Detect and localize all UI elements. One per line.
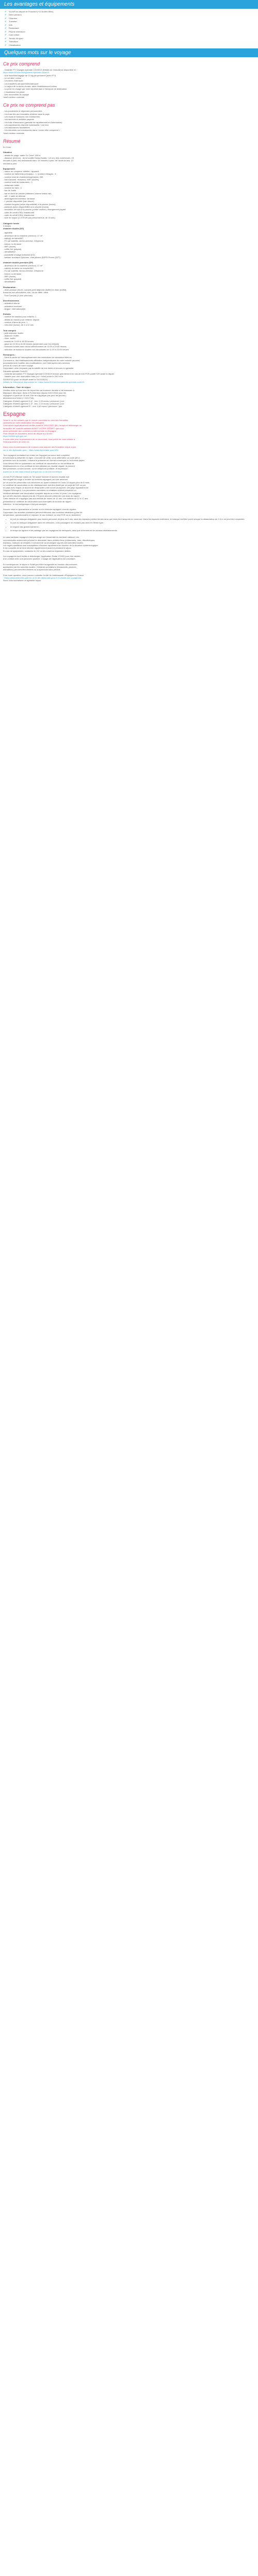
avantage-item	[5, 20, 255, 23]
text-line: - WiFi (inclus)	[3, 245, 16, 248]
text-line: - salle(s) de bains/WC	[3, 236, 24, 240]
text-line: - Garantie FTI Voyages spéciale COVID19 (Détails de l'assurance disponible ici :	[3, 69, 77, 72]
avantage-item	[5, 44, 255, 46]
text-line: l'espace Schengen). Les personnes vaccinées ou rétablies doivent présenter un	[3, 489, 76, 492]
text-line: Cependant, cela n'impacte pas la validité de vos droits et recours en garantie.	[3, 367, 74, 370]
text-line: Selon le ou les variants que le monde concrétise au sein des formalités	[3, 418, 69, 421]
text-line: - Une franchise bagage de 13 kg par personne (avec FTI)	[3, 74, 56, 77]
chambre2-lines	[3, 264, 255, 283]
avantage-label: Piscine extérieure	[9, 30, 25, 33]
avantage-label: Climatisation	[9, 43, 21, 46]
text-line: être présentés, à votre arrivée, sur le téléphone portable, et impression	[3, 467, 68, 470]
text-line: *sauf mention contraire	[3, 131, 25, 134]
remarques-lines	[3, 356, 255, 383]
text-line: - Les services et activités payants	[3, 118, 34, 121]
text-line: - bar en bord de piscine (attitudes comme snack bar)	[3, 192, 52, 195]
text-line: - Dans le cadre de l'assouplissement des restrictions de circulation liées au	[3, 356, 72, 359]
text-line: - Les éléments non mentionnés dans « notre offre comprend »	[3, 129, 60, 132]
enfants-title: Enfants	[3, 313, 11, 316]
text-line: Veuillez noter qu'une taxe de séjour liée au tourisme durable a été instaurée à	[3, 388, 74, 392]
check-icon: ✔	[5, 37, 7, 40]
check-icon: ✔	[5, 30, 7, 33]
check-icon: ✔	[5, 23, 7, 26]
text-line: Attention : le test antigénique n'est pas accepté.	[3, 502, 47, 505]
text-line: certificat attestant une vaccination complète depuis au moins 14 jours. Les voyageurs	[3, 492, 82, 495]
text-line: - nombre de bâtiments principaux : 1, nombre d'étages : 3	[3, 173, 56, 176]
enfants-lines	[3, 315, 255, 326]
check-icon: ✔	[5, 27, 7, 30]
text-line: - Garantie annulation FTI Voyages spéciale COVID19 incluse gratuitement en cas de test PCR positif 72H avant le départ.	[3, 372, 115, 376]
quelques-banner: Quelques mots sur le voyage	[0, 48, 258, 57]
text-line: - 1 piscine disponible (eau douce)	[3, 200, 34, 203]
text-line: A vous cible pour la possession de ce document, sous peine de vous refuser à	[3, 437, 75, 440]
text-line: - restaurant buffet	[3, 183, 20, 187]
text-line: - TV par satellite, sèche-cheveux, téléphone	[3, 240, 43, 243]
text-line: Garantie spéciale Covid19	[3, 369, 27, 372]
text-line: https://www.fti.fr/service/garantie-speciale-covid19	[3, 71, 49, 74]
text-line: température, questionnaire) et imposer, le cas échéant, un test PCR ou un isolement.	[3, 513, 81, 516]
text-line: - L'assistance sur place	[3, 90, 25, 93]
equip-lines	[3, 170, 255, 219]
avantage-label: Terrain de sport	[9, 37, 23, 40]
espagne-closing4	[3, 574, 255, 582]
noncomp-title: Ce prix ne comprend pas	[3, 103, 55, 108]
espagne-closing2	[3, 555, 255, 561]
remarques-title: Remarques :	[3, 353, 16, 356]
text-line: - possibilité d'usage individuel (EZ)	[3, 253, 35, 256]
espagne-bullet: • le port du masque obligatoire pour toutes personne de plus de 6 ans, dans les espaces publics fermés ainsi que dans les transports en commun. Dans les espaces extérieurs, le masque doit être porté lorsque la distanciation de 1,5 m ne peut être respectée.	[10, 518, 255, 520]
situation-title: Situation	[3, 151, 12, 154]
text-line: minutes à pied	[3, 162, 17, 165]
check-icon: ✔	[5, 43, 7, 46]
text-line: - Les frais d'assurance (garantie de rapatriement et d'annulation)	[3, 121, 62, 124]
check-icon: ✔	[5, 16, 7, 20]
text-line: Pour toute question, vous pouvez consulter le site de l'ambassade d'Espagne en France	[3, 573, 84, 577]
chambre-title: chambre double (DZ)	[3, 227, 24, 230]
info-lines	[3, 389, 255, 408]
text-line: - Les pourboires et dépenses personnelles	[3, 110, 42, 113]
text-line: *sauf mention contraire	[3, 96, 25, 99]
text-line: - climatisation	[3, 250, 16, 253]
text-line: En cas de symptômes, contactez le 112 ou les numéros régionaux dédiés.	[3, 549, 71, 552]
text-line: - dimension de la chambre (environ): 27 m²	[3, 264, 43, 267]
avantage-item	[5, 37, 255, 40]
text-line: - salle(s) de bains ou douche/WC	[3, 266, 34, 269]
text-line: - déjeuner: buffet	[3, 334, 19, 337]
avantages-banner: Les avantages et équipements	[0, 0, 258, 9]
text-line: - nombre de bassins pour enfants: 1	[3, 315, 37, 318]
text-line: Catégorie d'hôtel/Logement 1-2* : env. 1,10 euros / personne / jour	[3, 402, 64, 405]
text-line: - Les taxes d'aéroport	[3, 79, 23, 82]
avantage-item	[5, 17, 255, 20]
text-line: présentant un certificat de vaccination sont exemptés de la dose de rappel.	[3, 500, 72, 503]
avantage-label: Restaurant	[9, 27, 19, 30]
text-line: sur le site diplomatie.gouv : https://www.diplomatie.gouv.fr/fr/	[3, 448, 59, 451]
text-line: d'un contact avec une personne positive. L'usage de l'application est volontaire.	[3, 557, 76, 561]
text-line: - glace de 10:30 à 18:30 heures (seulement pour les enfants)	[3, 343, 59, 346]
noncomp-lines	[3, 110, 255, 134]
equip-title: Equipement	[3, 167, 15, 170]
text-line: - dîner: buffet	[3, 337, 15, 340]
text-line: Nous vous recommandons de toujours vous assurer des formalités requis à jour	[3, 446, 76, 449]
text-line: communautés autonomes peuvent le demander dans certains lieux (restaurants, bars, discothèques,	[3, 538, 95, 541]
text-line: Cependant, les autorités sanitaires peuvent effectuer des contrôles aléatoires (prise de	[3, 511, 83, 514]
text-line: - TV par satellite, sèche-cheveux, téléphone	[3, 269, 43, 273]
espagne-closing3	[3, 563, 255, 571]
check-icon: ✔	[5, 20, 7, 23]
text-line: hôpitaux, maisons de retraite). Il convient de se renseigner auprès des autorités locales.	[3, 541, 84, 544]
avantage-item	[5, 24, 255, 26]
text-line: - Le vol aller / retour	[3, 77, 22, 80]
text-line: Coronavirus, des établissements officielles indépendantes de notre volonté peuvent	[3, 359, 80, 362]
text-line: Pour remplir ce document, merci de cliquer sur ce lien :	[3, 432, 54, 435]
text-line: - nombre d'aires de jeux: 1	[3, 321, 28, 324]
text-line: - carte de crédit VISA, Mastercard	[3, 213, 35, 216]
text-line: https://WWW.spth.gob.es/	[3, 435, 27, 438]
avantage-item	[5, 40, 255, 43]
resto-lines	[3, 289, 255, 297]
text-line: - Valable pour une réservation faite (vol + hôtel) entre le 29/3 et le	[3, 375, 63, 378]
check-icon: ✔	[5, 40, 7, 43]
espagne-bullet: • le respect des gestes barrières ;	[10, 526, 255, 528]
text-line: - amenagement extérieur: terrasse	[3, 197, 35, 200]
text-line: Le certificat de vaccination ou de rétablissement doit être établi par un pays de l'UE ou par	[3, 483, 86, 486]
text-line: Les règles sanitaires sont susceptibles d'évoluer rapidement en fonction de la situation épidémiologique.	[3, 544, 99, 547]
text-line: - chaises longues (selon disponibilité) à la piscine (inclus)	[3, 202, 56, 206]
text-line: Catégorie d'hôtel/Logement 3-4* : env. 2,20 euros / personne / jour	[3, 399, 64, 402]
text-line: - carte de crédit VISA, Mastercard	[3, 211, 35, 214]
hotel-name: Ec Cene	[3, 146, 11, 149]
text-line: - dimension de la chambre (environ): 27 m²	[3, 234, 43, 237]
text-line: - coffre-fort (payant)	[3, 248, 22, 251]
text-line: - snacks de 10:00 à 18:30 heures	[3, 340, 34, 343]
text-line: - Les frais liés aux formalités d'entrée dans le pays	[3, 112, 50, 115]
text-line: - taxe de séjour (2,20 EUR par personne/nuit, de 16 ans)	[3, 216, 55, 219]
text-line: : https://www.exteriores.gob.es/ ou le site diplomatie.gouv.fr (Conseils aux voyageurs).	[3, 576, 82, 579]
text-line: - climatisation	[3, 280, 16, 283]
tc-lines	[3, 332, 255, 351]
text-line: Un test PCR effectué moins de 72h avant l'arrivée et dont le résultat doit	[3, 475, 69, 478]
text-line: ponctuellement modifier des modifications, voir l'interruption des services	[3, 361, 70, 364]
text-line: appliquées par les autorités locales. Certaines prestations (restaurants, piscines,	[3, 565, 77, 568]
text-line: - langue: international(e)	[3, 307, 26, 310]
espagne-accord	[3, 508, 255, 516]
text-line: - Tout Compris (5 (voir plus bas)	[3, 294, 33, 297]
text-line: directement à l'hôtel (+ 10% TVA).	[3, 397, 35, 400]
avantage-label: Wifi	[9, 23, 12, 26]
avantage-label: Vol A/R au départ de Francfort (+13 autres villes)	[9, 10, 54, 13]
divert-title: Divertissements	[3, 299, 19, 302]
espagne-closing	[3, 536, 255, 552]
resto-title: Restauration :	[3, 285, 17, 289]
espagne-bullets	[10, 518, 255, 532]
text-line: Aucune mise en quarantaine à l'entrée sur le territoire espagnol n'est en vigueur.	[3, 508, 77, 511]
text-line: - détails de plage: sable 'Ec Cene' 150 m	[3, 154, 41, 157]
text-line: En conséquence, le séjour à l'hôtel peut être réorganisé en fonction des mesures	[3, 563, 77, 566]
text-line: qui ont été vaccinés depuis plus de 270 jours devront présenter une dose de rappel.	[3, 495, 80, 498]
text-line: Catégorie d'hôtel/Logement 5* : env. 4,40 euros / personne / jour	[3, 405, 62, 408]
text-line: - welfare Isuchtard Optionen, côté piscine (DZP5 Promo (DZT)	[3, 256, 60, 259]
avantage-item	[5, 30, 255, 33]
avantage-label: Chambre	[9, 16, 18, 20]
text-line: l'embarquement de votre vol.	[3, 440, 30, 443]
espagne-bullet: • le port du masque obligatoire dans les véhicules, à les passagers ne résidant pas dans le même foyer ;	[10, 521, 255, 524]
text-line: - petit déjeuner: buffet	[3, 331, 23, 334]
text-line: présenter lors du contrôle, il faudra le présenter en format numérique ou en format papier,	[3, 459, 85, 462]
text-line: Tout voyageur souhaitant se rendre en Espagne par avion doit compléter	[3, 453, 70, 456]
situation-lines	[3, 154, 255, 165]
text-line: sanitaires sur votre destination est changées.	[3, 421, 45, 424]
text-line: - balcon ou terrasse	[3, 242, 22, 245]
text-line: - La prise en charge par notre représentant à l'aéroport de destination	[3, 88, 67, 91]
text-line: - nombre de bars : 2	[3, 186, 22, 189]
text-line: devez présenter aux contrôles à votre arrivée en Espagne.	[3, 429, 57, 432]
text-line: - Les assurances facultatives	[3, 126, 30, 129]
text-line: 31/05/2022 (pour un départ avant le 31/10/2022).	[3, 378, 49, 381]
text-line: Cette mesure ne s'applique pas aux enfants de moins de 12 ans. Les enfants de 12 à 17 ans	[3, 497, 88, 500]
text-line: minutes à pied, des restaurants bars: 15 minutes à pied, de l'arrêt de bus: 10	[3, 159, 73, 162]
text-line: Nous vous souhaitons un agréable séjour.	[3, 579, 42, 582]
resume-title: Résumé	[3, 139, 21, 144]
prix-lines	[3, 69, 255, 98]
text-line: - balcon ou terrasse	[3, 272, 22, 275]
text-line: - détails du bassin pour enfants: séparé	[3, 318, 40, 321]
text-line: - agréable	[3, 231, 13, 234]
avantage-item	[5, 13, 255, 16]
check-icon: ✔	[5, 13, 7, 16]
avantage-item	[5, 33, 255, 36]
cat-title: Catégorie locale	[3, 222, 19, 225]
prix-title: Ce prix comprend	[3, 61, 40, 67]
text-line: - wifi : 1 salle de détente	[3, 194, 26, 197]
tc-title: Tout compris	[3, 329, 17, 332]
text-line: - sélection de boissons locales non-alcoolisées de 11:00 à 23:00 heures	[3, 348, 69, 351]
espagne-title: Espagne	[3, 411, 26, 417]
divert-lines	[3, 302, 255, 310]
text-line: - coffre-fort (payant)	[3, 278, 22, 281]
text-line: le formulaire à présenter en ligne. A la suite de cette, vous obtiendrez un code QR à	[3, 456, 80, 460]
text-line: Vous devez impérativement vérifier avant le 20/01/2022 (8h), remplir et télécharger un	[3, 424, 82, 427]
text-line: - demi-pension (Nu 8), compris petit déjeuner (buffet) et dîner (buffet),	[3, 289, 67, 292]
espagne-intro	[3, 419, 255, 444]
text-line: - parasols (selon disponibilité) à la piscine (inclus)	[3, 206, 49, 209]
avantage-label: Demi-pension	[9, 13, 22, 16]
text-line: - nature du complexe hôtelier : appareil	[3, 170, 39, 173]
espagne-para	[3, 454, 255, 473]
text-line: rétablissement ou d'un certificat de test attestant un résultat négatif. Ils doivent	[3, 465, 75, 468]
text-line: prévus au cours de votre voyage.	[3, 364, 34, 367]
cat-value: 3 étoiles	[3, 224, 11, 227]
text-line: - mini-club (inclus), de 4 à 12 ans	[3, 324, 34, 327]
text-line: - hall d'accueil, réception, WIFI (Accès)	[3, 178, 39, 181]
text-line: - nombre total de restaurants : 1	[3, 181, 33, 184]
avantage-label: Club enfant	[9, 33, 20, 37]
text-line: être négatif est exigé à l'entrée du territoire espagnol par voie aérienne	[3, 478, 68, 481]
text-line: Vous devrez être en possession du certificat de vaccination ou du certificat de	[3, 462, 74, 465]
text-line: - animation nocturne	[3, 304, 22, 308]
espagne-pcr	[3, 476, 255, 505]
avantage-label: Transfert	[9, 20, 17, 23]
text-line: - Des documents de voyage	[3, 93, 29, 96]
text-line: (et ce pour les personnes non vaccinées ou ayant contracté le Covid-19 depuis plus de 6 mois.	[3, 481, 90, 484]
text-line: un pays avec lequel un accord de réciprocité a été conclu (européen, des pays signataires de	[3, 486, 89, 489]
chambre2-title: chambre double premium (DP)	[3, 261, 34, 264]
chambre-lines	[3, 231, 255, 259]
espagne-bullet: • le temps de rigueur et de passage par les voyageurs de transports, ainsi que la fermeture de certains établissements.	[10, 529, 255, 532]
text-line: - boissons locales sans alcool sélectionnées de 11:00 à 23:00 heures	[3, 345, 67, 348]
text-line: - nombre total de chambres/logements: 255	[3, 175, 43, 178]
text-line: - bar de l'hôtel	[3, 189, 17, 192]
info-title: Information - Taxe de séjour	[3, 386, 31, 389]
avantage-item	[5, 10, 255, 13]
text-line: Majorque, Minorque, Ibiza et Formentera depuis 01/07/2016 pour les	[3, 391, 66, 394]
text-line: - Les transferts aéroport/hôtel/aéroport	[3, 82, 39, 85]
text-line: - Les suppléments chambre individuelle / vue mer	[3, 123, 49, 126]
text-line: - distance (environ) : de la localité Santa Eulalia : 4,5 km, des commerces: 15	[3, 156, 74, 159]
text-line: - Les repas et boissons non mentionnés	[3, 115, 40, 118]
text-line: - serviettes de bain à la piscine (contre caution), changement payant	[3, 208, 66, 211]
text-line: Le pass sanitaire espagnol n'est pas exigé sur l'ensemble du territoire national. Les	[3, 536, 79, 539]
avantages-list	[5, 10, 255, 46]
check-icon: ✔	[5, 33, 7, 37]
text-line: Les voyageurs sont invités à télécharger l'application Radar COVID pour être alertés	[3, 555, 80, 558]
text-line: boissons non-alcoolisées, eau, vin de table, bière	[3, 291, 49, 294]
text-line: papier sur le site https://travel.spth.gob.es/ ou du test numérique.	[3, 470, 62, 473]
avantage-label: Télévision	[9, 40, 19, 43]
avantage-item	[5, 27, 255, 29]
text-line: animations) peuvent être limitées ou suspendues sans préavis.	[3, 568, 61, 571]
check-icon: ✔	[5, 10, 7, 13]
text-line: - WiFi (inclus)	[3, 275, 16, 278]
text-line: Il est conseillé de se tenir informé régulièrement avant et pendant le séjour.	[3, 547, 72, 550]
text-line: voyageurs à partir de 16 ans. Elle ne s'applique pas pour les jeunes (	[3, 394, 67, 397]
text-line: - Le séjour de la durée choisie, dans l'établissement retenu	[3, 84, 57, 88]
text-line: Détails de l'assurance disponibles ici : https://www.fti.fr/service/garantie-speciale-covid19	[3, 380, 85, 383]
text-line: formulaire de contrôle sanitaire AVANT VOTRE DÉPART que vous	[3, 427, 64, 430]
espagne-note	[3, 446, 255, 451]
text-line: - animation diurne	[3, 302, 20, 305]
